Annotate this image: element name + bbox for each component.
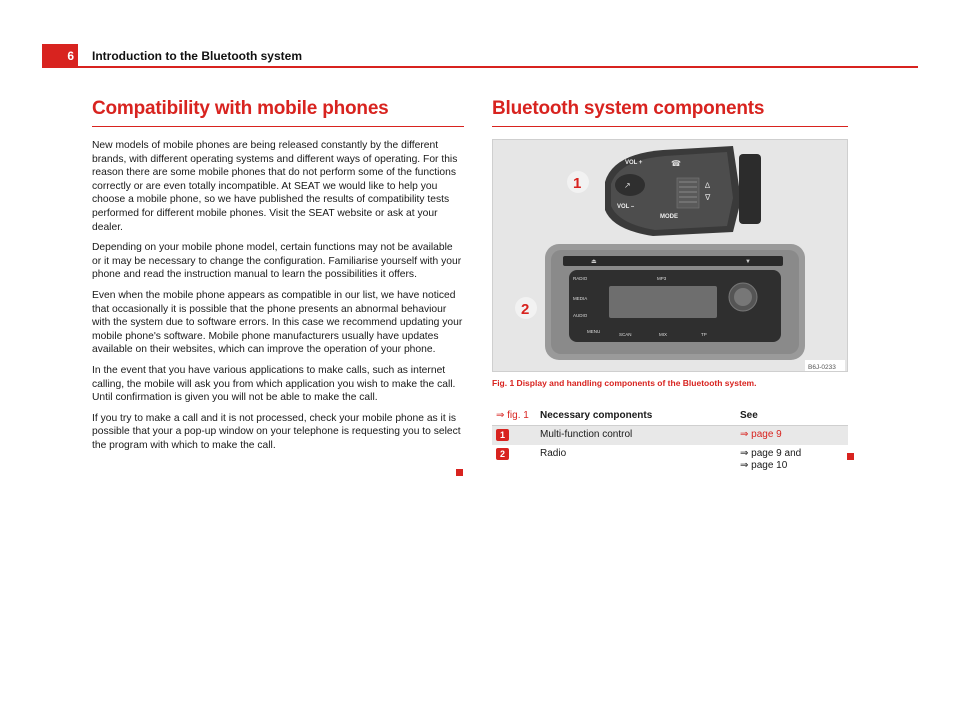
svg-text:☎: ☎ bbox=[671, 159, 681, 168]
paragraph: If you try to make a call and it is not processed, check your mobile phone as it is possible that your a pop-up window on your telephone is requesting you to select the program with which to make the call. bbox=[92, 412, 461, 451]
figure-bluetooth-components bbox=[492, 139, 848, 372]
section-end-marker bbox=[456, 469, 463, 476]
audio-button-label: AUDIO bbox=[573, 313, 588, 318]
figure-code: B6J-0233 bbox=[808, 364, 836, 371]
mix-button-label: MIX bbox=[659, 332, 668, 337]
component-cell: Multi-function control bbox=[536, 426, 736, 446]
fig-reference-link[interactable]: ⇒ fig. 1 bbox=[496, 410, 529, 421]
page-link[interactable]: ⇒ page 10 bbox=[740, 460, 788, 471]
section-rule bbox=[92, 126, 464, 127]
see-cell bbox=[736, 445, 848, 475]
row-number-badge: 1 bbox=[496, 429, 509, 441]
figure-illustration bbox=[493, 140, 848, 372]
svg-text:↗: ↗ bbox=[624, 181, 631, 190]
components-table bbox=[492, 406, 848, 475]
component-cell: Radio bbox=[540, 448, 567, 459]
svg-text:⏏: ⏏ bbox=[591, 259, 597, 265]
header-rule bbox=[78, 66, 918, 68]
paragraph: In the event that you have various applications to make calls, such as internet calling, the mobile will ask you from which application you wish to make the call. Until confirmation is given you will not be able to make the call. bbox=[92, 364, 456, 404]
column-header-component: Necessary components bbox=[536, 406, 736, 426]
svg-text:▼: ▼ bbox=[745, 259, 751, 265]
media-button-label: MEDIA bbox=[573, 296, 588, 301]
page-number: 6 bbox=[42, 44, 78, 68]
mp3-label: MP3 bbox=[657, 276, 667, 281]
section-rule bbox=[492, 126, 848, 127]
page-link[interactable]: ⇒ page 9 and bbox=[740, 448, 802, 459]
row-number-cell bbox=[492, 426, 536, 446]
page-link[interactable]: ⇒ page 9 bbox=[740, 429, 782, 440]
row-number-cell bbox=[492, 445, 536, 475]
paragraph: New models of mobile phones are being released constantly by the different brands, with different operating systems and different ways of operating. For this reason there are some mobile phones that do not perform some of the functions correctly or are even totally incompatible. At SEAT we would like to help you choose a mobile phone, so we have published the results of compatibility tests performed for different mobile phones. Visit the SEAT website or ask at your dealer. bbox=[92, 140, 458, 233]
see-cell bbox=[736, 426, 848, 446]
table-row bbox=[492, 445, 848, 475]
section-end-marker bbox=[847, 453, 854, 460]
mode-label: MODE bbox=[660, 214, 678, 220]
column-header-ref bbox=[492, 406, 536, 426]
row-number-badge: 2 bbox=[496, 448, 509, 460]
radio-unit bbox=[545, 244, 805, 360]
section-title-compatibility: Compatibility with mobile phones bbox=[92, 98, 389, 119]
callout-2: 2 bbox=[521, 301, 530, 318]
paragraph: Even when the mobile phone appears as compatible in our list, we have noticed that occasionally it is possible that the phone presents an abnormal behaviour with the system due to software errors. In this case we recommend updating your mobile phone's software. Mobile phone manufacturers usually have updates available on their websites, which can improve the operation of your phone. bbox=[92, 289, 463, 356]
figure-caption: Fig. 1 Display and handling components of the Bluetooth system. bbox=[492, 378, 757, 388]
vol-minus-label: VOL – bbox=[617, 204, 635, 210]
section-title-components: Bluetooth system components bbox=[492, 98, 765, 119]
components-section bbox=[492, 98, 848, 475]
svg-text:∆: ∆ bbox=[705, 181, 710, 190]
tp-button-label: TP bbox=[701, 332, 707, 337]
paragraph: Depending on your mobile phone model, certain functions may not be available or it may be necessary to change the configuration. Familiarise yourself with your phone and read the instruction manual to learn the possibilities it offers. bbox=[92, 242, 462, 281]
column-header-see: See bbox=[736, 406, 848, 426]
compatibility-section bbox=[92, 98, 464, 459]
vol-plus-label: VOL + bbox=[625, 160, 643, 166]
radio-button-label: RADIO bbox=[573, 276, 588, 281]
menu-button-label: MENU bbox=[587, 329, 601, 334]
svg-text:∇: ∇ bbox=[705, 193, 711, 202]
callout-1: 1 bbox=[573, 175, 582, 192]
chapter-title: Introduction to the Bluetooth system bbox=[92, 49, 302, 63]
table-row bbox=[492, 426, 848, 446]
scan-button-label: SCAN bbox=[619, 332, 632, 337]
multi-function-stalk bbox=[605, 146, 761, 236]
